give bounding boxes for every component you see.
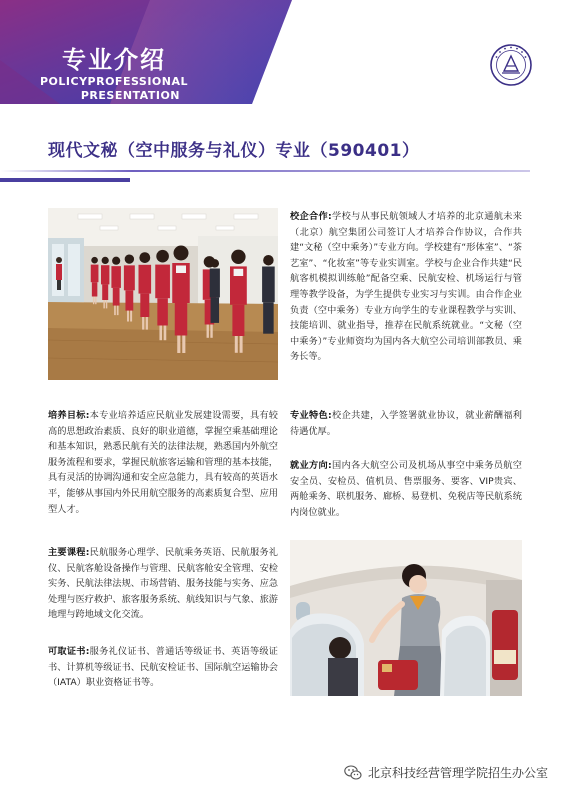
- program-title: 现代文秘（空中服务与礼仪）专业（590401）: [48, 141, 420, 161]
- page-heading: 专业介绍: [62, 46, 166, 74]
- cooperation-heading: 校企合作:: [290, 211, 332, 222]
- section-training-goal: [48, 408, 278, 517]
- school-logo: [490, 44, 532, 86]
- page-subheading: [40, 75, 188, 103]
- trainees-lineup-photo: [48, 208, 278, 380]
- certificates-body: 服务礼仪证书、普通话等级证书、英语等级证书、计算机等级证书、民航安检证书、国际航空运输协会（IATA）职业资格证书等。: [48, 646, 278, 689]
- main-courses-heading: 主要课程:: [48, 547, 90, 558]
- section-certificates: [48, 644, 278, 691]
- section-employment-direction: [290, 458, 522, 520]
- cabin-service-photo: [290, 540, 522, 696]
- header-banner: [0, 0, 300, 104]
- training-goal-heading: 培养目标:: [48, 410, 90, 421]
- subheading-line-1: POLICYPROFESSIONAL: [40, 75, 188, 88]
- title-divider: [0, 170, 530, 173]
- subheading-line-2: PRESENTATION: [80, 89, 180, 102]
- school-seal-icon: [490, 44, 532, 86]
- program-feature-heading: 专业特色:: [290, 410, 332, 421]
- program-feature-body: 校企共建，入学签署就业协议，就业薪酬福利待遇优厚。: [290, 410, 522, 437]
- certificates-heading: 可取证书:: [48, 646, 90, 657]
- training-goal-body: 本专业培养适应民航业发展建设需要，具有较高的思想政治素质、良好的职业道德，掌握空乘基础理论和基本知识，熟悉民航有关的法律法规，熟悉国内外航空服务流程和要求，掌握民航旅客运输和管理的基本技能，具有灵活的协调沟通和安全应急能力，具有较高的英语水平，能够从事国内外民用航空服务的高素质复合型、应用型人才。: [48, 410, 278, 515]
- cooperation-body: 学校与从事民航领域人才培养的北京通航未来（北京）航空集团公司签订人才培养合作协议，合作共建“文秘（空中乘务）”专业方向。学校建有“形体室”、“茶艺室”、“化妆室”等专业实训室。学校与企业合作共建“民航客机模拟训练舱”配备空乘、民航安检、机场运行与管理等教学设备，为学生提供专业实习与实训。由合作企业负责（空中乘务）专业方向学生的专业课程教学与实训、技能培训、就业指导，推荐在民航系统就业。“文秘（空中乘务）”专业师资均为国内各大航空公司培训部教员、乘务长等。: [290, 211, 522, 363]
- employment-direction-heading: 就业方向:: [290, 460, 332, 471]
- accent-bar: [0, 178, 130, 182]
- wechat-account-name: 北京科技经营管理学院招生办公室: [367, 766, 548, 780]
- section-program-feature: [290, 408, 522, 439]
- employment-direction-body: 国内各大航空公司及机场从事空中乘务员航空安全员、安检员、值机员、售票服务、要客、VIP贵宾、两舱乘务、联机服务、廊桥、易登机、免税店等民航系统内岗位就业。: [290, 460, 522, 518]
- main-courses-body: 民航服务心理学、民航乘务英语、民航服务礼仪、民航客舱设备操作与管理、民航客舱安全管理、安检实务、民航法律法规、市场营销、服务技能与实务、应急处理与医疗救护、旅客服务系统、航线知识与气象、旅游地理与跨地域文化交流。: [48, 547, 278, 621]
- wechat-icon: [344, 765, 362, 781]
- section-main-courses: [48, 545, 278, 623]
- footer-wechat-account: [344, 764, 548, 781]
- section-cooperation: [290, 209, 522, 365]
